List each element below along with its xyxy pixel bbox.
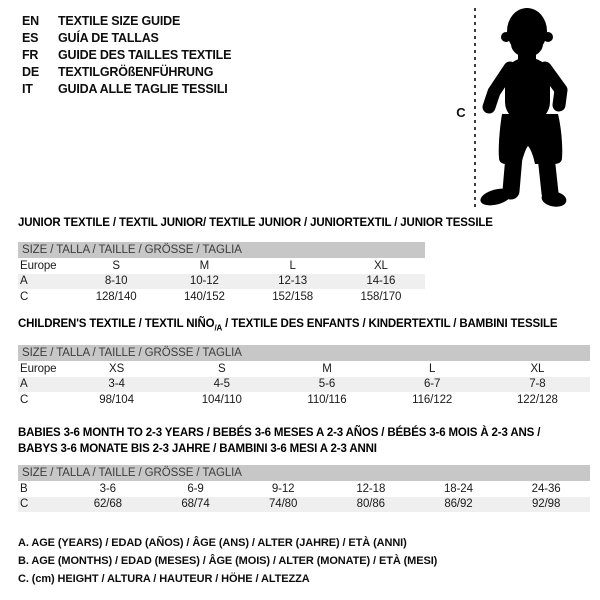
age-cell: 18-24 — [443, 482, 473, 495]
children-title-post: / TEXTILE DES ENFANTS / KINDERTEXTIL / BAMBINI TESSILE — [222, 318, 558, 330]
height-cell: 104/110 — [201, 393, 242, 406]
height-cell: 92/98 — [532, 498, 561, 511]
height-cell: 62/68 — [93, 498, 122, 511]
age-cell: 4-5 — [213, 378, 230, 391]
height-cell: 140/152 — [183, 290, 225, 303]
babies-row-height — [18, 497, 590, 513]
children-row-height — [18, 392, 590, 408]
height-cell: 74/80 — [269, 498, 298, 511]
size-cell: S — [217, 362, 226, 375]
lang-title-it: GUIDA ALLE TAGLIE TESSILI — [58, 82, 228, 96]
children-title-pre: CHILDREN'S TEXTILE / TEXTIL NIÑO — [18, 318, 215, 330]
babies-title-line2: BABYS 3-6 MONATE BIS 2-3 JAHRE / BAMBINI 3-6 MESI A 2-3 ANNI — [18, 443, 377, 455]
lang-code-fr: FR — [22, 48, 39, 62]
row-label: C — [20, 498, 29, 511]
children-row-europe — [18, 361, 590, 377]
children-row-age — [18, 377, 590, 393]
height-cell: 68/74 — [181, 498, 210, 511]
language-title-list — [22, 13, 231, 98]
age-cell: 6-9 — [187, 482, 204, 495]
babies-textile-section — [18, 425, 590, 515]
lang-code-en: EN — [22, 14, 39, 28]
junior-size-header-band: SIZE / TALLA / TAILLE / GRÖSSE / TAGLIA — [18, 242, 425, 258]
age-cell: 14-16 — [366, 275, 396, 288]
age-cell: 12-13 — [278, 275, 308, 288]
age-cell: 8-10 — [104, 275, 128, 288]
size-cell: XS — [109, 362, 125, 375]
lang-row-fr — [22, 47, 231, 64]
lang-title-de: TEXTILGRÖßENFÜHRUNG — [58, 65, 214, 79]
legend-footnotes — [18, 534, 437, 588]
height-cell: 158/170 — [360, 290, 402, 303]
age-cell: 24-36 — [531, 482, 561, 495]
babies-title-line1: BABIES 3-6 MONTH TO 2-3 YEARS / BEBÉS 3-6 MESES A 2-3 AÑOS / BÉBÉS 3-6 MOIS À 2-3 ANS / — [18, 427, 541, 439]
height-cell: 152/158 — [272, 290, 314, 303]
height-cell: 110/116 — [307, 393, 347, 406]
junior-row-height — [18, 289, 425, 305]
age-cell: 10-12 — [189, 275, 219, 288]
age-cell: 5-6 — [318, 378, 336, 391]
size-cell: XL — [373, 259, 388, 272]
height-cell: 128/140 — [95, 290, 137, 303]
row-label: A — [20, 378, 28, 391]
height-measure-label: C — [456, 105, 466, 120]
age-cell: 7-8 — [529, 378, 546, 391]
lang-row-it — [22, 81, 231, 98]
height-cell: 80/86 — [356, 498, 385, 511]
size-cell: M — [199, 259, 210, 272]
height-measure-dashed-line — [474, 8, 476, 207]
children-size-table — [18, 361, 590, 408]
footnote-c-height: C. (cm) HEIGHT / ALTURA / HAUTEUR / HÖHE / ALTEZZA — [18, 573, 310, 585]
age-cell: 12-18 — [356, 482, 386, 495]
lang-code-es: ES — [22, 31, 39, 45]
row-label: A — [20, 275, 28, 288]
lang-code-de: DE — [22, 65, 39, 79]
age-cell: 6-7 — [423, 378, 441, 391]
lang-row-en — [22, 13, 231, 30]
footnote-a-age-years: A. AGE (YEARS) / EDAD (AÑOS) / ÂGE (ANS) / ALTER (JAHRE) / ETÀ (ANNI) — [18, 537, 407, 549]
children-size-header-band: SIZE / TALLA / TAILLE / GRÖSSE / TAGLIA — [18, 345, 590, 361]
children-textile-section — [18, 318, 590, 410]
lang-title-fr: GUIDE DES TAILLES TEXTILE — [58, 48, 232, 62]
toddler-silhouette-icon — [478, 6, 582, 210]
junior-textile-section — [18, 217, 493, 309]
footnote-b-age-months: B. AGE (MONTHS) / EDAD (MESES) / ÂGE (MOIS) / ALTER (MONATE) / ETÀ (MESI) — [18, 555, 438, 567]
row-label: Europe — [20, 259, 57, 272]
lang-row-de — [22, 64, 231, 81]
babies-size-header-band: SIZE / TALLA / TAILLE / GRÖSSE / TAGLIA — [18, 465, 590, 481]
height-cell: 116/122 — [412, 393, 453, 406]
height-cell: 86/92 — [444, 498, 473, 511]
children-title-sub: /A — [214, 323, 223, 333]
age-cell: 3-4 — [108, 378, 125, 391]
row-label: C — [20, 393, 29, 406]
size-cell: XL — [530, 362, 545, 375]
height-cell: 98/104 — [99, 393, 134, 406]
size-cell: S — [112, 259, 120, 272]
junior-table-title: JUNIOR TEXTILE / TEXTIL JUNIOR/ TEXTILE JUNIOR / JUNIORTEXTIL / JUNIOR TESSILE — [18, 217, 493, 229]
babies-table-title — [18, 425, 540, 457]
babies-row-age — [18, 481, 590, 497]
age-cell: 9-12 — [271, 482, 295, 495]
junior-row-europe — [18, 258, 425, 274]
row-label: B — [20, 482, 28, 495]
size-cell: L — [429, 362, 436, 375]
height-cell: 122/128 — [516, 393, 558, 406]
size-cell: L — [289, 259, 296, 272]
junior-row-age — [18, 274, 425, 290]
row-label: C — [20, 290, 29, 303]
junior-size-table — [18, 258, 425, 305]
age-cell: 3-6 — [99, 482, 116, 495]
children-table-title — [18, 318, 557, 334]
lang-code-it: IT — [22, 82, 33, 96]
size-cell: M — [322, 362, 332, 375]
lang-title-es: GUÍA DE TALLAS — [58, 31, 159, 45]
row-label: Europe — [20, 362, 57, 375]
lang-title-en: TEXTILE SIZE GUIDE — [58, 14, 181, 28]
lang-row-es — [22, 30, 231, 47]
babies-size-table — [18, 481, 590, 512]
